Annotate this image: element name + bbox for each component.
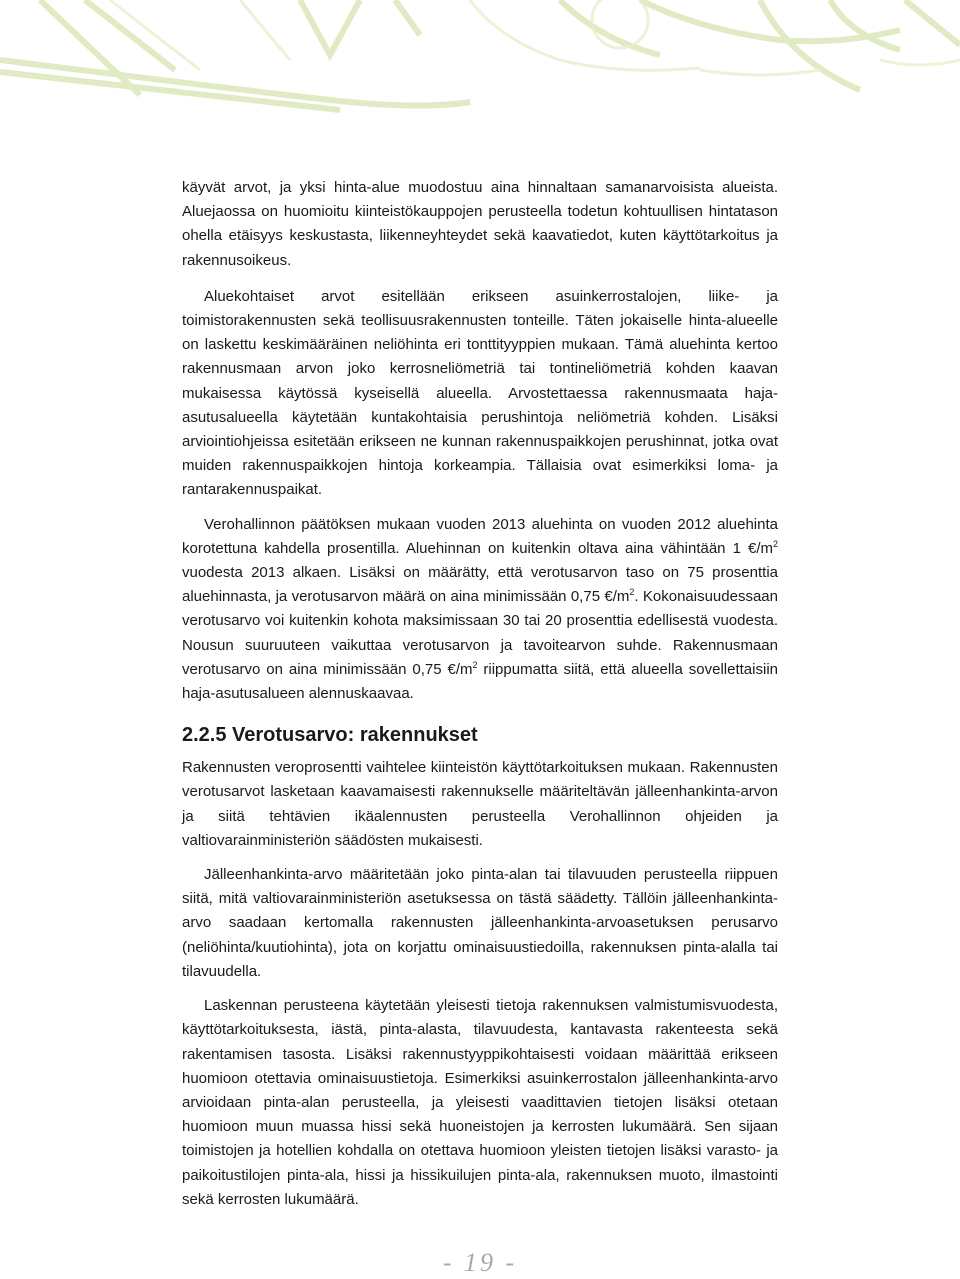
paragraph-aluekohtaiset: Aluekohtaiset arvot esitellään erikseen asuinkerrostalojen, liike- ja toimistorakennusten sekä teollisuusrakennusten tonteille. Täten jokaiselle hinta-alueelle on laskettu keskimääräinen neliöhinta eri tonttityyppien mukaan. Tämä aluehinta kertoo rakennusmaan arvon joko kerrosneliömetriä tai tontineliömetriä kohden kaavan mukaisessa käytössä kyseisellä alueella. Arvostettaessa rakennusmaata haja-asutusalueella käytetään kuntakohtaisia perushintoja neliömetriä kohden. Lisäksi arviointiohjeissa esitetään erikseen ne kunnan rakennuspaikkojen perushinnat, jotka ovat muiden rakennuspaikkojen hintoja korkeampia. Tällaisia ovat esimerkiksi loma- ja rantarakennuspaikat. [182, 287, 778, 499]
paragraph-jalleenhankinta: Jälleenhankinta-arvo määritetään joko pinta-alan tai tilavuuden perusteella riippuen siitä, mitä valtiovarainministeriön asetuksessa on tästä säädetty. Tällöin jälleenhankinta-arvo saadaan kertomalla rakennusten jälleenhankinta-arvoasetuksen perusarvo (neliöhinta/kuutiohinta), jota on korjattu ominaisuustiedoilla, rakennuksen pinta-alalla tai tilavuudella. [182, 866, 778, 980]
verohallinto-text-1: Verohallinnon päätöksen mukaan vuoden 2013 aluehinta on vuoden 2012 aluehinta korotettuna kahdella prosentilla. Aluehinnan on kuitenkin oltava aina vähintään 1 €/m [182, 515, 778, 557]
paragraph-verohallinto [182, 513, 778, 707]
verohallinto-text-2: vuodesta 2013 alkaen. Lisäksi on määrätty, että verotusarvon taso on 75 prosenttia aluehinnasta, ja verotusarvon määrä on aina minimissään 0,75 €/m [182, 564, 778, 606]
superscript-2: 2 [629, 587, 635, 598]
superscript-2: 2 [472, 659, 478, 670]
section-heading: 2.2.5 Verotusarvo: rakennukset [182, 724, 478, 747]
paragraph-intro: käyvät arvot, ja yksi hinta-alue muodostuu aina hinnaltaan samanarvoisista alueista. Aluejaossa on huomioitu kiinteistökauppojen perusteella todetun kohtuullisen hintatason ohella etäisyys keskustasta, liikenneyhteydet sekä kaavatiedot, kuten käyttötarkoitus ja rakennusoikeus. [182, 179, 778, 269]
paragraph-veroprosentti: Rakennusten veroprosentti vaihtelee kiinteistön käyttötarkoituksen mukaan. Rakennusten verotusarvot lasketaan kaavamaisesti rakennukselle määriteltävän jälleenhankinta-arvon ja siitä tehtävien ikäalennusten perusteella Verohallinnon ohjeiden ja valtiovarainministeriön säädösten mukaisesti. [182, 759, 778, 849]
paragraph-laskennan-perusteena: Laskennan perusteena käytetään yleisesti tietoja rakennuksen valmistumisvuodesta, käyttötarkoituksesta, iästä, pinta-alasta, tilavuudesta, kantavasta rakenteesta sekä rakentamisen tasosta. Lisäksi rakennustyyppikohtaisesti voidaan määrittää erikseen huomioon otettavia ominaisuustietoja. Esimerkiksi asuinkerrostalon jälleenhankinta-arvo arvioidaan pinta-alan perusteella, ja yleisesti vaadittavien tietojen lisäksi otetaan huomioon muun muassa hissi sekä huoneistojen ja kerrosten lukumäärä. Sen sijaan toimistojen ja hotellien kohdalla on otettava huomioon yleisten tietojen lisäksi varasto- ja paikoitustilojen pinta-ala, hissi ja hissikuilujen pinta-ala, rakennuksen muoto, ilmastointi sekä kerrosten lukumäärä. [182, 997, 778, 1208]
verohallinto-text-4: riippumatta siitä, että alueella sovellettaisiin haja-asutusalueen alennuskaavaa. [182, 660, 778, 703]
page-number: - 19 - [442, 1248, 518, 1277]
header-decoration [0, 0, 960, 130]
document-body [182, 176, 778, 1222]
verohallinto-text-3: . Kokonaisuudessaan verotusarvo voi kuitenkin kohota maksimissaan 30 tai 20 prosenttia edellisestä vuodesta. Nousun suuruuteen vaikuttaa verotusarvon ja tavoitearvon suhde. Rakennusmaan verotusarvo on aina minimissään 0,75 €/m [182, 588, 778, 678]
superscript-2: 2 [772, 538, 778, 549]
